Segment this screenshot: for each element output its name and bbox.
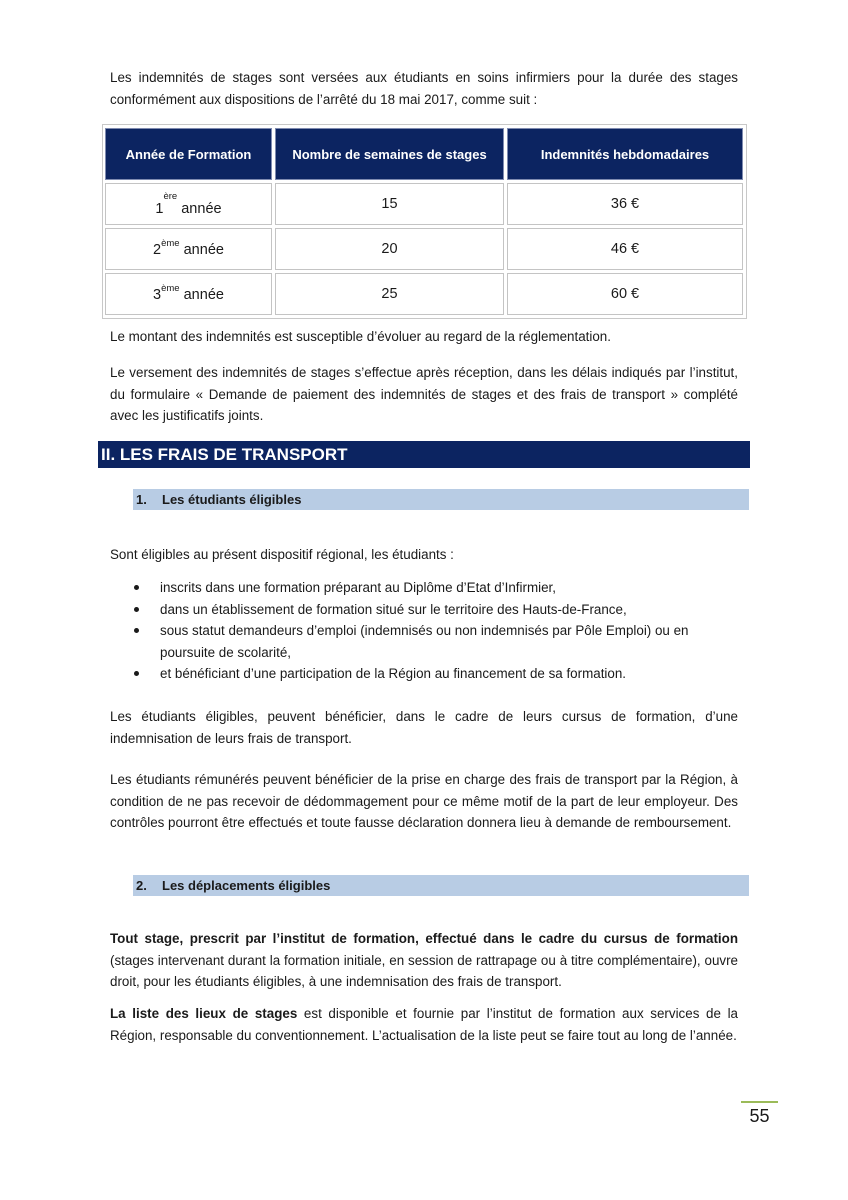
travel-paragraph-2-text: est disponible et fournie par l’institut de formation aux services de la Région, responsable du conventionnement. L’actualisation de la liste peut se faire tout au long de l’année. xyxy=(110,1006,738,1043)
table-cell-weeks: 25 xyxy=(275,273,504,315)
year-superscript: ème xyxy=(161,283,180,295)
table-header-year: Année de Formation xyxy=(105,128,272,180)
table-row-year xyxy=(105,273,272,315)
bullet-icon xyxy=(134,607,139,612)
bullet-icon xyxy=(134,585,139,590)
list-item xyxy=(110,577,730,599)
table-cell-weeks: 15 xyxy=(275,183,504,225)
eligibility-list xyxy=(110,577,730,685)
travel-paragraph-2 xyxy=(110,1003,738,1046)
list-item xyxy=(110,620,730,663)
table-cell-amount: 36 € xyxy=(507,183,743,225)
table-row-year xyxy=(105,183,272,225)
table-header-weeks: Nombre de semaines de stages xyxy=(275,128,504,180)
bullet-icon xyxy=(134,671,139,676)
list-item-text: et bénéficiant d’une participation de la Région au financement de sa formation. xyxy=(160,666,626,681)
section-heading: II. LES FRAIS DE TRANSPORT xyxy=(98,441,750,468)
subsection-heading-2 xyxy=(133,875,749,896)
travel-paragraph-2-bold: La liste des lieux de stages xyxy=(110,1006,298,1021)
subsection-number: 1. xyxy=(136,492,147,507)
intro-paragraph: Les indemnités de stages sont versées aux étudiants en soins infirmiers pour la durée des stages conformément aux dispositions de l’arrêté du 18 mai 2017, comme suit : xyxy=(110,70,738,107)
travel-paragraph-1-bold: Tout stage, prescrit par l’institut de formation, effectué dans le cadre du cursus de formation xyxy=(110,931,738,946)
subsection-heading-1 xyxy=(133,489,749,510)
table-header-amount: Indemnités hebdomadaires xyxy=(507,128,743,180)
travel-paragraph-1 xyxy=(110,928,738,993)
year-label: année xyxy=(179,286,224,303)
amount-note: Le montant des indemnités est susceptible d’évoluer au regard de la réglementation. xyxy=(110,329,611,344)
year-number: 1 xyxy=(155,200,164,217)
year-number: 2 xyxy=(153,241,162,258)
travel-paragraph-1-text: (stages intervenant durant la formation initiale, en session de rattrapage ou à titre complémentaire), ouvre droit, pour les étudiants éligibles, à une indemnisation des frais de transport. xyxy=(110,952,738,989)
indemnity-table xyxy=(102,124,747,319)
list-item xyxy=(110,599,730,621)
year-label: année xyxy=(179,241,224,258)
table-cell-amount: 46 € xyxy=(507,228,743,270)
table-cell-weeks: 20 xyxy=(275,228,504,270)
page-number: 55 xyxy=(749,1106,770,1126)
list-item-text: dans un établissement de formation situé sur le territoire des Hauts-de-France, xyxy=(160,601,627,617)
list-item-text: sous statut demandeurs d’emploi (indemnisés ou non indemnisés par Pôle Emploi) ou en poursuite de scolarité, xyxy=(160,623,689,660)
subsection-number: 2. xyxy=(136,878,147,893)
list-item-text: inscrits dans une formation préparant au Diplôme d’Etat d’Infirmier, xyxy=(160,580,556,595)
year-superscript: ère xyxy=(163,191,178,203)
eligible-intro: Sont éligibles au présent dispositif régional, les étudiants : xyxy=(110,547,454,562)
payment-paragraph: Le versement des indemnités de stages s’effectue après réception, dans les délais indiqués par l’institut, du formulaire « Demande de paiement des indemnités de stages et des frais de transport » complété avec les justificatifs joints. xyxy=(110,365,738,423)
page-number-rule xyxy=(741,1101,778,1103)
subsection-title: Les déplacements éligibles xyxy=(162,878,331,893)
year-number: 3 xyxy=(153,286,162,303)
eligible-paragraph-1: Les étudiants éligibles, peuvent bénéficier, dans le cadre de leurs cursus de formation, d’une indemnisation de leurs frais de transport. xyxy=(110,709,738,746)
subsection-title: Les étudiants éligibles xyxy=(162,492,302,507)
list-item xyxy=(110,663,730,685)
table-row-year xyxy=(105,228,272,270)
year-label: année xyxy=(177,200,222,217)
bullet-icon xyxy=(134,628,139,633)
eligible-paragraph-2: Les étudiants rémunérés peuvent bénéficier de la prise en charge des frais de transport par la Région, à condition de ne pas recevoir de dédommagement pour ce même motif de la part de leur employeur. Des contrôles pourront être effectués et toute fausse déclaration donnera lieu à demande de remboursement. xyxy=(110,772,738,830)
table-cell-amount: 60 € xyxy=(507,273,743,315)
year-superscript: ème xyxy=(161,238,180,250)
